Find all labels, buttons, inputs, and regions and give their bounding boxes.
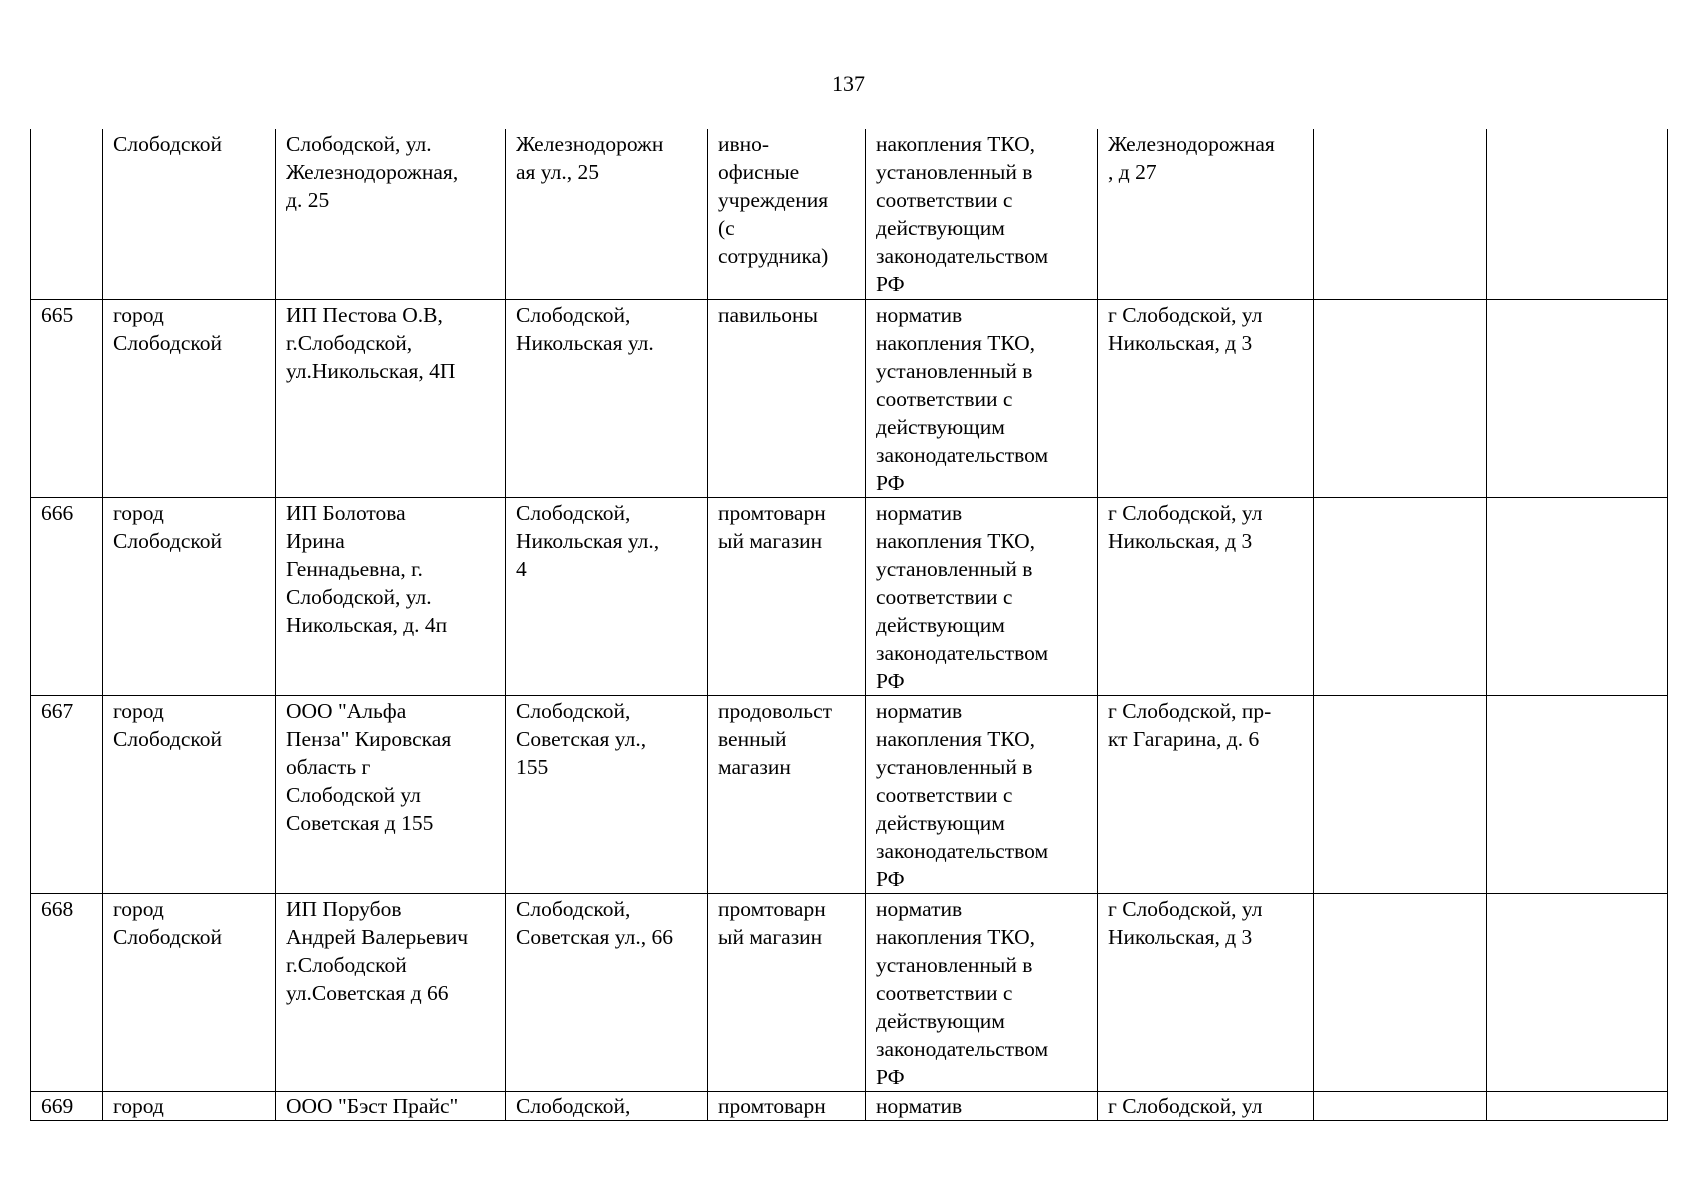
extra-cell-2 bbox=[1487, 1091, 1668, 1120]
site-address-cell: г Слободской, пр- кт Гагарина, д. 6 bbox=[1098, 695, 1314, 893]
extra-cell-1 bbox=[1314, 299, 1487, 497]
norm-cell: норматив накопления ТКО, установленный в соответствии с действующим законодательством РФ bbox=[866, 695, 1098, 893]
owner-cell: Слободской, ул. Железнодорожная, д. 25 bbox=[276, 129, 506, 299]
extra-cell-1 bbox=[1314, 1091, 1487, 1120]
address-cell: Слободской, Советская ул., 66 bbox=[506, 893, 708, 1091]
site-address-cell: г Слободской, ул Никольская, д 3 bbox=[1098, 497, 1314, 695]
object-type-cell: промтоварн ый магазин bbox=[708, 893, 866, 1091]
object-type-cell: продовольст венный магазин bbox=[708, 695, 866, 893]
row-number-cell: 667 bbox=[31, 695, 103, 893]
extra-cell-1 bbox=[1314, 129, 1487, 299]
address-cell: Слободской, Никольская ул., 4 bbox=[506, 497, 708, 695]
row-number-cell: 668 bbox=[31, 893, 103, 1091]
extra-cell-2 bbox=[1487, 299, 1668, 497]
norm-cell: норматив накопления ТКО, установленный в соответствии с действующим законодательством РФ bbox=[866, 299, 1098, 497]
object-type-cell: промтоварн bbox=[708, 1091, 866, 1120]
norm-cell: норматив накопления ТКО, установленный в соответствии с действующим законодательством РФ bbox=[866, 497, 1098, 695]
settlement-cell: Слободской bbox=[103, 129, 276, 299]
row-number-cell bbox=[31, 129, 103, 299]
site-address-cell: г Слободской, ул Никольская, д 3 bbox=[1098, 893, 1314, 1091]
norm-cell: норматив bbox=[866, 1091, 1098, 1120]
object-type-cell: павильоны bbox=[708, 299, 866, 497]
owner-cell: ООО "Альфа Пенза" Кировская область г Слободской ул Советская д 155 bbox=[276, 695, 506, 893]
extra-cell-2 bbox=[1487, 129, 1668, 299]
address-cell: Слободской, Никольская ул. bbox=[506, 299, 708, 497]
extra-cell-1 bbox=[1314, 497, 1487, 695]
norm-cell: норматив накопления ТКО, установленный в соответствии с действующим законодательством РФ bbox=[866, 893, 1098, 1091]
table-row bbox=[31, 129, 1668, 299]
table-row bbox=[31, 299, 1668, 497]
extra-cell-2 bbox=[1487, 695, 1668, 893]
address-cell: Слободской, bbox=[506, 1091, 708, 1120]
site-address-cell: г Слободской, ул Никольская, д 3 bbox=[1098, 299, 1314, 497]
table-row bbox=[31, 1091, 1668, 1120]
site-address-cell: г Слободской, ул bbox=[1098, 1091, 1314, 1120]
norm-cell: накопления ТКО, установленный в соответствии с действующим законодательством РФ bbox=[866, 129, 1098, 299]
owner-cell: ИП Болотова Ирина Геннадьевна, г. Слободской, ул. Никольская, д. 4п bbox=[276, 497, 506, 695]
row-number-cell: 665 bbox=[31, 299, 103, 497]
extra-cell-2 bbox=[1487, 497, 1668, 695]
table-row bbox=[31, 893, 1668, 1091]
page-number: 137 bbox=[832, 71, 865, 96]
object-type-cell: промтоварн ый магазин bbox=[708, 497, 866, 695]
owner-cell: ИП Порубов Андрей Валерьевич г.Слободской ул.Советская д 66 bbox=[276, 893, 506, 1091]
extra-cell-1 bbox=[1314, 695, 1487, 893]
settlement-cell: город Слободской bbox=[103, 695, 276, 893]
site-address-cell: Железнодорожная , д 27 bbox=[1098, 129, 1314, 299]
settlement-cell: город Слободской bbox=[103, 497, 276, 695]
row-number-cell: 666 bbox=[31, 497, 103, 695]
address-cell: Железнодорожн ая ул., 25 bbox=[506, 129, 708, 299]
object-type-cell: ивно- офисные учреждения (с сотрудника) bbox=[708, 129, 866, 299]
row-number-cell: 669 bbox=[31, 1091, 103, 1120]
settlement-cell: город Слободской bbox=[103, 893, 276, 1091]
address-cell: Слободской, Советская ул., 155 bbox=[506, 695, 708, 893]
waste-site-registry-table bbox=[30, 129, 1668, 1121]
settlement-cell: город bbox=[103, 1091, 276, 1120]
table-row bbox=[31, 695, 1668, 893]
owner-cell: ООО "Бэст Прайс" bbox=[276, 1091, 506, 1120]
table-row bbox=[31, 497, 1668, 695]
extra-cell-1 bbox=[1314, 893, 1487, 1091]
settlement-cell: город Слободской bbox=[103, 299, 276, 497]
owner-cell: ИП Пестова О.В, г.Слободской, ул.Никольская, 4П bbox=[276, 299, 506, 497]
extra-cell-2 bbox=[1487, 893, 1668, 1091]
